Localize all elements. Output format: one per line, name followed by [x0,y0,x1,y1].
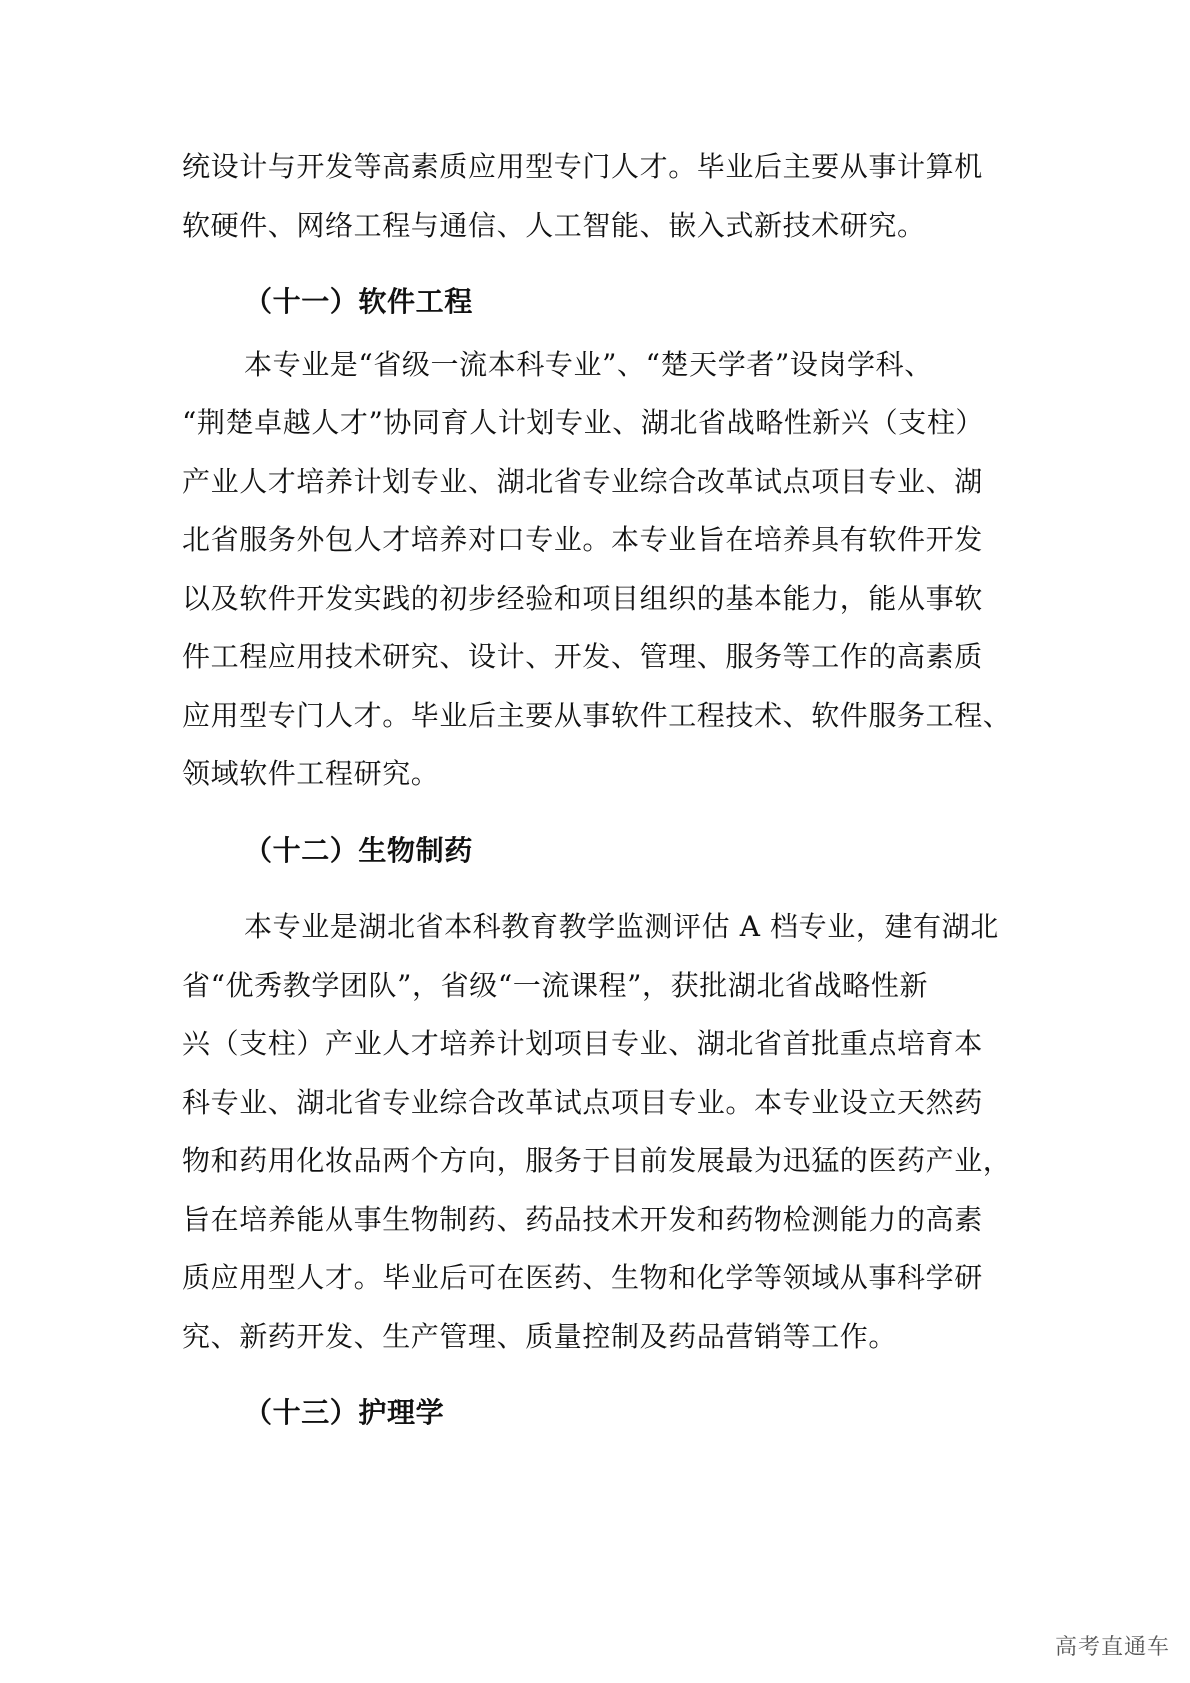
text-line: 北省服务外包人才培养对口专业。本专业旨在培养具有软件开发 [182,523,983,556]
text-line: 旨在培养能从事生物制药、药品技术开发和药物检测能力的高素 [182,1202,983,1236]
document-page [182,138,1020,1443]
watermark-text: 高考直通车 [1054,1635,1170,1660]
paragraph-software-engineering [182,336,1020,804]
text-line: 以及软件开发实践的初步经验和项目组织的基本能力，能从事软 [182,581,983,615]
text-line: 兴（支柱）产业人才培养计划项目专业、湖北省首批重点培育本 [182,1027,983,1060]
text-line: 件工程应用技术研究、设计、开发、管理、服务等工作的高素质 [182,640,983,673]
text-line: 本专业是湖北省本科教育教学监测评估 A 档专业，建有湖北 [244,910,999,943]
section-heading-software-engineering: （十一）软件工程 [244,285,473,318]
text-line: 究、新药开发、生产管理、质量控制及药品营销等工作。 [182,1319,898,1353]
text-line: 本专业是“省级一流本科专业”、“楚天学者”设岗学科、 [244,347,933,381]
paragraph-continuation [182,138,1020,255]
text-line: 领域软件工程研究。 [182,757,440,790]
section-heading-nursing: （十三）护理学 [244,1396,445,1429]
text-line: 省“优秀教学团队”，省级“一流课程”，获批湖北省战略性新 [182,968,929,1002]
text-line: 产业人才培养计划专业、湖北省专业综合改革试点项目专业、湖 [182,464,983,498]
text-line: 应用型专门人才。毕业后主要从事软件工程技术、软件服务工程、 [182,698,1012,732]
text-line: 软硬件、网络工程与通信、人工智能、嵌入式新技术研究。 [182,208,926,242]
text-line: 统设计与开发等高素质应用型专门人才。毕业后主要从事计算机 [182,150,983,183]
paragraph-biopharmaceutics [182,898,1020,1366]
text-line: 科专业、湖北省专业综合改革试点项目专业。本专业设立天然药 [182,1085,983,1119]
text-line: “荆楚卓越人才”协同育人计划专业、湖北省战略性新兴（支柱） [182,406,985,439]
text-line: 物和药用化妆品两个方向，服务于目前发展最为迅猛的医药产业， [182,1144,1012,1177]
text-line: 质应用型人才。毕业后可在医药、生物和化学等领域从事科学研 [182,1261,983,1294]
section-heading-biopharmaceutics: （十二）生物制药 [244,833,473,867]
